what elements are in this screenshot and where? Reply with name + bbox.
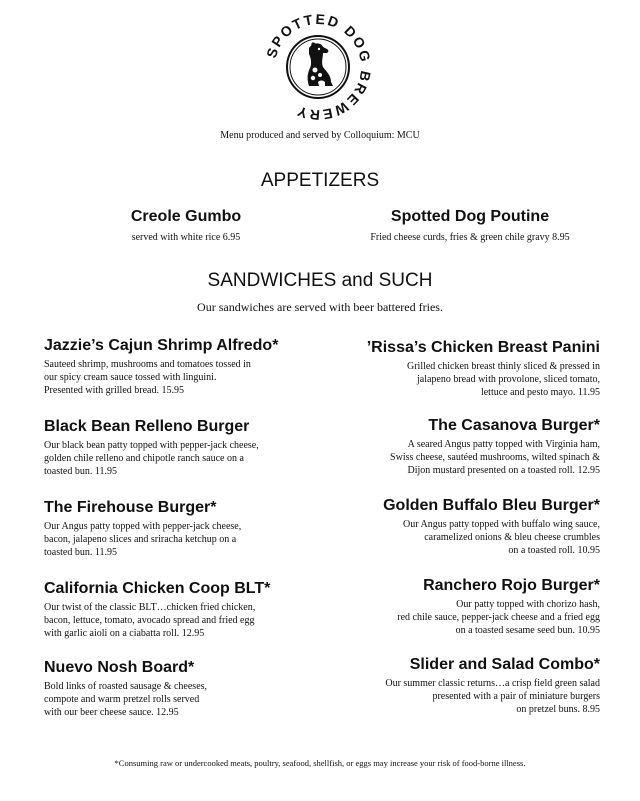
menu-item-name: Nuevo Nosh Board* [44, 659, 195, 676]
logo-text: SPOTTED DOG BREWERY [263, 12, 373, 122]
menu-item-name: Black Bean Relleno Burger [44, 418, 250, 435]
menu-item [335, 496, 600, 557]
menu-item-name: Jazzie’s Cajun Shrimp Alfredo* [44, 337, 279, 354]
menu-item-desc: Our twist of the classic BLT…chicken fried chicken, bacon, lettuce, tomato, avocado spread and fried egg with garlic aioli on a ciabatta roll. 12.95 [44, 602, 256, 639]
allergy-footnote: *Consuming raw or undercooked meats, poultry, seafood, shellfish, or eggs may increase your risk of food-borne illness. [114, 758, 526, 768]
menu-item-desc: Our Angus patty topped with pepper-jack cheese, bacon, jalapeno slices and sriracha ketchup on a toasted bun. 11.95 [44, 521, 242, 558]
menu-item-desc: Bold links of roasted sausage & cheeses, compote and warm pretzel rolls served with our beer cheese sauce. 12.95 [44, 681, 208, 718]
menu-item [44, 336, 309, 397]
appetizer-item [66, 208, 306, 243]
brewery-logo [263, 12, 373, 122]
menu-item-name: Ranchero Rojo Burger* [423, 577, 600, 594]
menu-item-name: Golden Buffalo Bleu Burger* [383, 497, 600, 514]
menu-item-name: California Chicken Coop BLT* [44, 580, 271, 597]
menu-item-desc: Sauteed shrimp, mushrooms and tomatoes tossed in our spicy cream sauce tossed with linguini. Presented with grilled bread. 15.95 [44, 359, 251, 396]
appetizer-desc: served with white rice 6.95 [131, 232, 241, 243]
appetizers-title: APPETIZERS [260, 170, 380, 191]
menu-item-name: The Firehouse Burger* [44, 499, 217, 516]
menu-item [335, 416, 600, 477]
menu-item-name: Slider and Salad Combo* [409, 656, 600, 673]
produced-by-text: Menu produced and served by Colloquium: MCU [220, 130, 420, 141]
menu-item [44, 498, 309, 559]
menu-item-name: The Casanova Burger* [428, 417, 600, 434]
dog-logo-icon [263, 12, 373, 122]
appetizer-item [330, 208, 610, 243]
appetizer-desc: Fried cheese curds, fries & green chile gravy 8.95 [370, 232, 570, 243]
menu-item-desc: Our Angus patty topped with buffalo wing sauce, caramelized onions & bleu cheese crumbles on a toasted roll. 10.95 [402, 519, 600, 556]
menu-item [335, 655, 600, 716]
menu-item-desc: Our summer classic returns…a crisp field green salad presented with a pair of miniature burgers on pretzel buns. 8.95 [385, 678, 600, 715]
menu-item [335, 338, 600, 399]
menu-item-name: ’Rissa’s Chicken Breast Panini [366, 339, 600, 356]
menu-item [44, 658, 309, 719]
menu-item [335, 576, 600, 637]
menu-item-desc: Our patty topped with chorizo hash, red chile sauce, pepper-jack cheese and a fried egg on a toasted sesame seed bun. 10.95 [397, 599, 600, 636]
appetizer-name: Creole Gumbo [130, 208, 242, 225]
sandwiches-subtitle: Our sandwiches are served with beer battered fries. [197, 300, 443, 314]
sandwiches-title: SANDWICHES and SUCH [207, 270, 433, 291]
appetizer-name: Spotted Dog Poutine [390, 208, 550, 225]
menu-item-desc: Grilled chicken breast thinly sliced & pressed in jalapeno bread with provolone, sliced tomato, lettuce and pesto mayo. 11.95 [406, 361, 600, 398]
menu-item-desc: A seared Angus patty topped with Virginia ham, Swiss cheese, sautéed mushrooms, wilted spinach & Dijon mustard presented on a toasted roll. 12.95 [390, 439, 600, 476]
menu-item [44, 417, 309, 478]
menu-item-desc: Our black bean patty topped with pepper-jack cheese, golden chile relleno and chipotle ranch sauce on a toasted bun. 11.95 [44, 440, 259, 477]
menu-item [44, 579, 309, 640]
